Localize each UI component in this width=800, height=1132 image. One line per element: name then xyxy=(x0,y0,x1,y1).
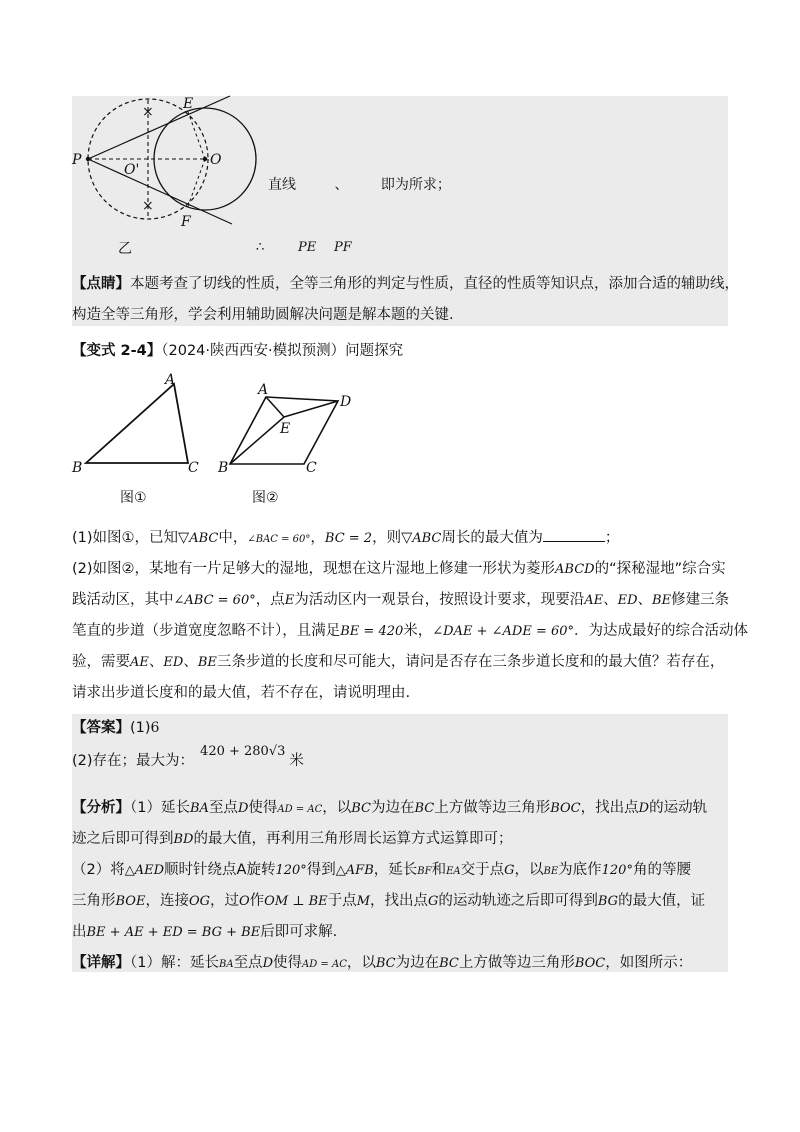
fig1-label-c: C xyxy=(188,460,199,476)
pf-label: PF xyxy=(334,240,352,255)
fig2-label-b: B xyxy=(218,460,229,476)
fig2-label-a: A xyxy=(258,382,269,398)
question-2-line-5: 请求出步道长度和的最大值，若不存在，请说明理由. xyxy=(72,685,411,701)
detail-line-1: 【详解】（1）解：延长BA至点D使得AD = AC，以BC为边在BC上方做等边三角形BOC，如图所示： xyxy=(72,955,693,971)
pe-label: PE xyxy=(298,240,317,255)
fig1-caption: 图① xyxy=(120,490,147,506)
therefore-sign: ∴ xyxy=(256,240,265,255)
triangle-symbol: ▽ xyxy=(178,530,190,546)
detail-label: 【详解】 xyxy=(72,955,130,971)
line-text-2: 即为所求； xyxy=(380,177,451,193)
label-x-top: × xyxy=(142,104,154,120)
answer-label: 【答案】 xyxy=(72,720,130,736)
line-of xyxy=(187,159,205,209)
question-1: (1)如图①，已知▽ABC中，∠BAC = 60°，BC = 2，则▽ABC周长的最大值为 ； xyxy=(72,527,732,551)
review-label: 【点睛】 xyxy=(72,276,130,292)
review-line-2: 构造全等三角形，学会利用辅助圆解决问题是解本题的关键. xyxy=(72,307,454,323)
analysis-line-4: 三角形BOE，连接OG，过O作OM ⊥ BE于点M，找出点G的运动轨迹之后即可得到BG的最大值，证 xyxy=(72,893,706,909)
triangle-abc xyxy=(86,384,188,463)
analysis-label: 【分析】 xyxy=(72,800,130,816)
tangent-circle-figure xyxy=(72,96,265,266)
tangent-line-pf xyxy=(88,159,232,224)
label-f: F xyxy=(181,214,191,230)
segment-ae xyxy=(266,397,284,417)
line-text-1: 直线 xyxy=(268,177,296,193)
label-o-prime: O' xyxy=(124,162,140,178)
fig1-label-a: A xyxy=(165,372,176,388)
answer-1-value: 6 xyxy=(150,720,160,736)
fig2-label-c: C xyxy=(306,460,317,476)
label-x-bottom: × xyxy=(142,198,154,214)
line-text-row xyxy=(268,174,451,194)
line-sep: 、 xyxy=(334,177,349,193)
review-line-1: 【点睛】本题考查了切线的性质，全等三角形的判定与性质，直径的性质等知识点，添加合适的辅助线， xyxy=(72,276,739,292)
figure-2-rhombus xyxy=(218,380,352,476)
fig2-label-e: E xyxy=(280,421,291,437)
segment-be xyxy=(230,417,284,464)
caption-yi: 乙 xyxy=(118,241,132,257)
fig2-caption: 图② xyxy=(252,490,279,506)
answer-line-1: 【答案】(1)6 xyxy=(72,720,160,736)
answer-blank xyxy=(543,527,605,542)
question-2-line-4: 验，需要AE、ED、BE三条步道的长度和尽可能大，请问是否存在三条步道长度和的最大值？若存在， xyxy=(72,654,725,670)
variant-label: 【变式 2-4】 xyxy=(72,343,162,359)
figure-1-triangle xyxy=(68,374,208,474)
point-o xyxy=(203,157,207,161)
variant-heading xyxy=(72,340,732,362)
answer-line-2: (2)存在；最大为：420 + 280√3米 xyxy=(72,744,304,769)
label-p: P xyxy=(72,152,82,168)
analysis-line-3: （2）将△AED顺时针绕点A旋转120°得到△AFB，延长BF和EA交于点G，以BE为底作120°角的等腰 xyxy=(72,862,691,878)
question-2-line-2: 践活动区，其中∠ABC = 60°，点E为活动区内一观景台，按照设计要求，现要沿AE、ED、BE修建三条 xyxy=(72,592,730,608)
label-o: O xyxy=(210,152,222,168)
question-2-line-3: 笔直的步道（步道宽度忽略不计），且满足BE = 420米，∠DAE + ∠ADE = 60°．为达成最好的综合活动体 xyxy=(72,623,749,639)
point-p xyxy=(86,157,90,161)
analysis-line-5: 出BE + AE + ED = BG + BE后即可求解. xyxy=(72,924,338,940)
analysis-line-1: 【分析】（1）延长BA至点D使得AD = AC，以BC为边在BC上方做等边三角形BOC，找出点D的运动轨 xyxy=(72,800,708,816)
label-e: E xyxy=(183,96,194,112)
variant-source: （2024·陕西西安·模拟预测）问题探究 xyxy=(161,343,404,359)
question-2-line-1: (2)如图②，某地有一片足够大的湿地，现想在这片湿地上修建一形状为菱形ABCD的“探秘湿地”综合实 xyxy=(72,561,726,577)
answer-2-value: 420 + 280√3 xyxy=(200,744,286,759)
fig1-label-b: B xyxy=(72,460,83,476)
fig2-label-d: D xyxy=(340,394,352,410)
tangent-line-pe xyxy=(88,96,230,159)
analysis-line-2: 迹之后即可得到BD的最大值，再利用三角形周长运算方式运算即可； xyxy=(72,831,513,847)
